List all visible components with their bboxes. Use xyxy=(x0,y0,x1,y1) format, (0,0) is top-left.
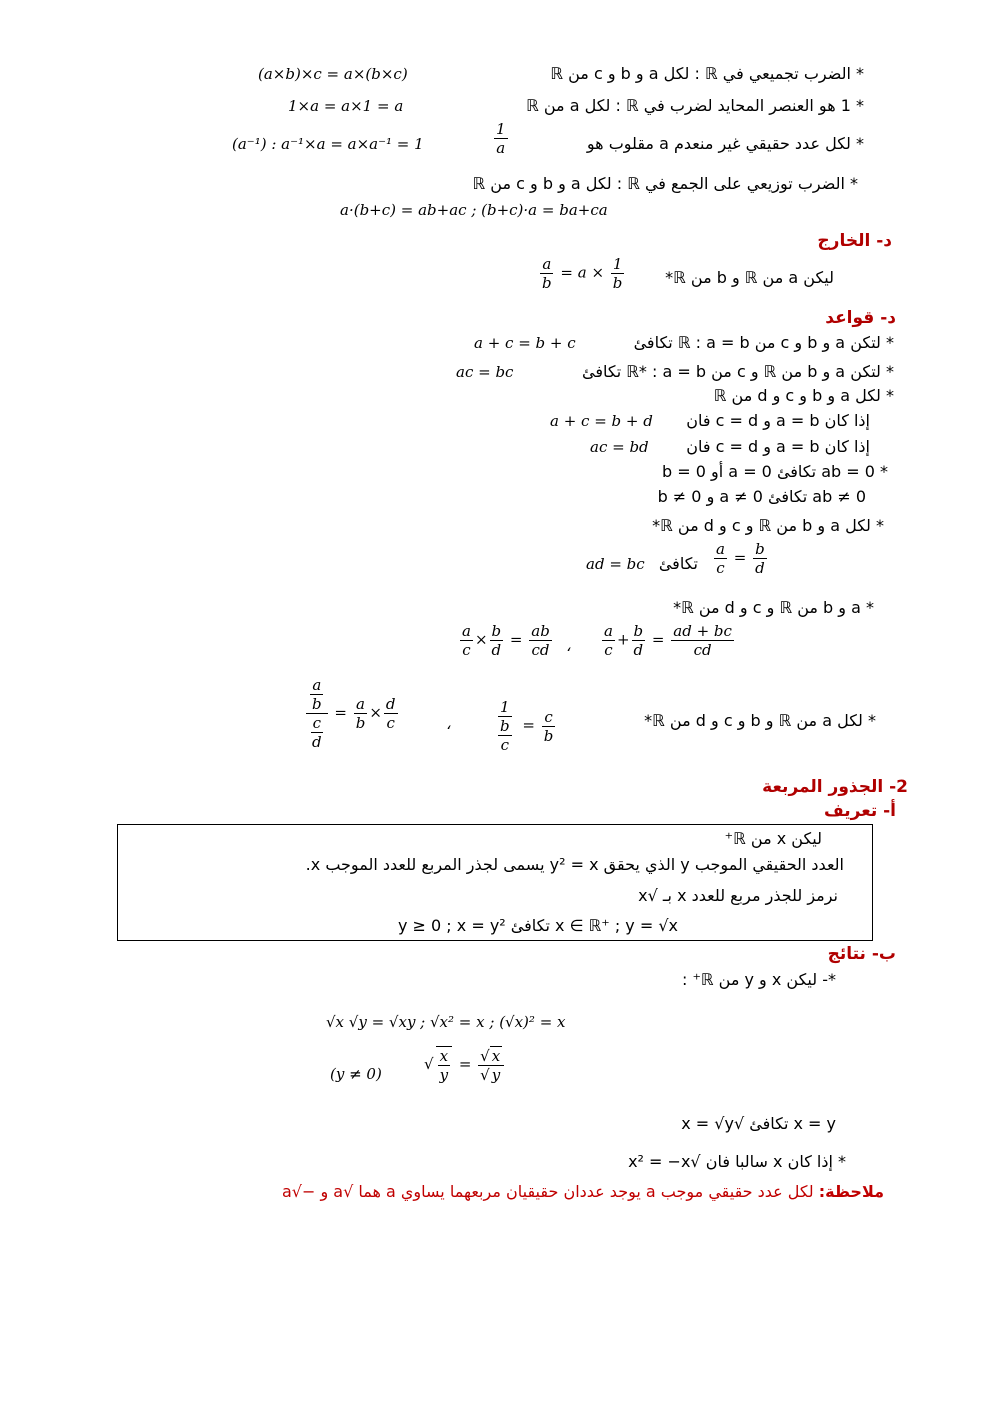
rule8-reciprocal: $\frac{1}{\frac{b}{c}}$ = $\frac{c}{b}$ xyxy=(500,698,554,754)
def-line2: العدد الحقيقي الموجب y الذي يحقق y² = x يسمى لجذر المربع للعدد الموجب x. xyxy=(305,855,844,874)
roots-sub-definition: أ- تعريف xyxy=(824,801,896,821)
results-intro: *- ليكن x و y من ℝ⁺ : xyxy=(681,970,836,989)
results-math2-condition: (y ≠ 0) xyxy=(330,1065,382,1083)
rule7-sum: $\frac{a}{c}$ + $\frac{b}{d}$ = $\frac{ad + bc}{cd}$ xyxy=(604,622,732,659)
rule6-math: ad = bc xyxy=(586,555,645,573)
rule6-text: * لكل a و b من ℝ و c و d من ℝ* xyxy=(652,516,884,535)
roots-heading: 2- الجذور المربعة xyxy=(762,777,908,797)
rule1-math: a + c = b + c xyxy=(474,334,576,352)
rule2-math: ac = bc xyxy=(456,363,514,381)
rule3b-text: إذا كان a = b و c = d فان xyxy=(686,437,870,456)
distrib-math: a·(b+c) = ab+ac ; (b+c)·a = ba+ca xyxy=(340,201,608,219)
rule4-text: * ab = 0 تكافئ a = 0 أو b = 0 xyxy=(662,462,888,481)
rule7-product: $\frac{a}{c}$ × $\frac{b}{d}$ = $\frac{ab}{cd}$ xyxy=(462,622,550,659)
assoc-math: (a×b)×c = a×(b×c) xyxy=(258,65,408,83)
rule1-text: * لتكن a و b و c من ℝ : a = b تكافئ xyxy=(633,333,894,352)
results-negative: * إذا كان x سالبا فان √x² = −x xyxy=(628,1152,846,1171)
rule6-fraction: $\frac{a}{c}$ = $\frac{b}{d}$ xyxy=(716,540,765,577)
quotient-text: ليكن a من ℝ و b من ℝ* xyxy=(665,268,834,287)
def-line1: ليكن x من ℝ⁺ xyxy=(724,829,822,848)
inverse-fraction: $\frac{1}{a}$ xyxy=(496,120,506,157)
assoc-text: * الضرب تجميعي في ℝ : لكل a و b و c من ℝ xyxy=(550,64,864,83)
rule7-comma: ، xyxy=(566,637,571,655)
rule6-word: تكافئ xyxy=(658,554,698,573)
neutral-math: 1×a = a×1 = a xyxy=(288,97,404,115)
note-label: ملاحظة: xyxy=(818,1182,884,1201)
results-math2-fraction: √ $\frac{x}{y}$ = $\frac{√ x}{√ y}$ xyxy=(424,1046,506,1084)
rule8-text: * لكل a من ℝ و b و c و d من ℝ* xyxy=(644,711,876,730)
rule5-text: ab ≠ 0 تكافئ a ≠ 0 و b ≠ 0 xyxy=(657,487,866,506)
quotient-formula: $\frac{a}{b}$ = a × $\frac{1}{b}$ xyxy=(542,255,623,292)
rules-heading: د- قواعد xyxy=(825,308,896,328)
results-heading: ب- نتائج xyxy=(827,944,896,964)
results-equivalence: x = y تكافئ √x = √y xyxy=(681,1114,836,1133)
note-text: لكل عدد حقيقي موجب a يوجد عددان حقيقيان مربعهما يساوي a هما √a و −√a xyxy=(281,1182,814,1201)
results-math1: √x √y = √xy ; √x² = x ; (√x)² = x xyxy=(326,1013,566,1031)
rule3a-text: إذا كان a = b و c = d فان xyxy=(686,411,870,430)
def-line3: نرمز للجذر مربع للعدد x بـ √x xyxy=(638,886,838,905)
inverse-text: * لكل عدد حقيقي غير منعدم a مقلوب هو xyxy=(586,134,864,153)
rule7-text: * a و b من ℝ و c و d من ℝ* xyxy=(673,598,874,617)
rule2-text: * لتكن a و b من ℝ و c من ℝ* : a = b تكافئ xyxy=(582,362,894,381)
note xyxy=(282,1182,884,1202)
rule3b-math: ac = bd xyxy=(590,438,649,456)
rule8-comma: ، xyxy=(446,715,451,733)
inverse-math: (a⁻¹) : a⁻¹×a = a×a⁻¹ = 1 xyxy=(232,135,424,153)
def-line4: x ∈ ℝ⁺ ; y = √x تكافئ y ≥ 0 ; x = y² xyxy=(397,916,678,935)
rule3a-math: a + c = b + d xyxy=(550,412,653,430)
neutral-text: * 1 هو العنصر المحايد لضرب في ℝ : لكل a من ℝ xyxy=(526,96,864,115)
rule3-text: * لكل a و b و c و d من ℝ xyxy=(713,386,894,405)
quotient-heading: د- الخارج xyxy=(817,231,892,251)
rule8-complex-fraction: $\frac{\frac{a}{b}}{\frac{c}{d}}$ = $\frac{a}{b}$ × $\frac{d}{c}$ xyxy=(304,676,400,751)
distrib-text: * الضرب توزيعي على الجمع في ℝ : لكل a و b و c من ℝ xyxy=(472,174,858,193)
